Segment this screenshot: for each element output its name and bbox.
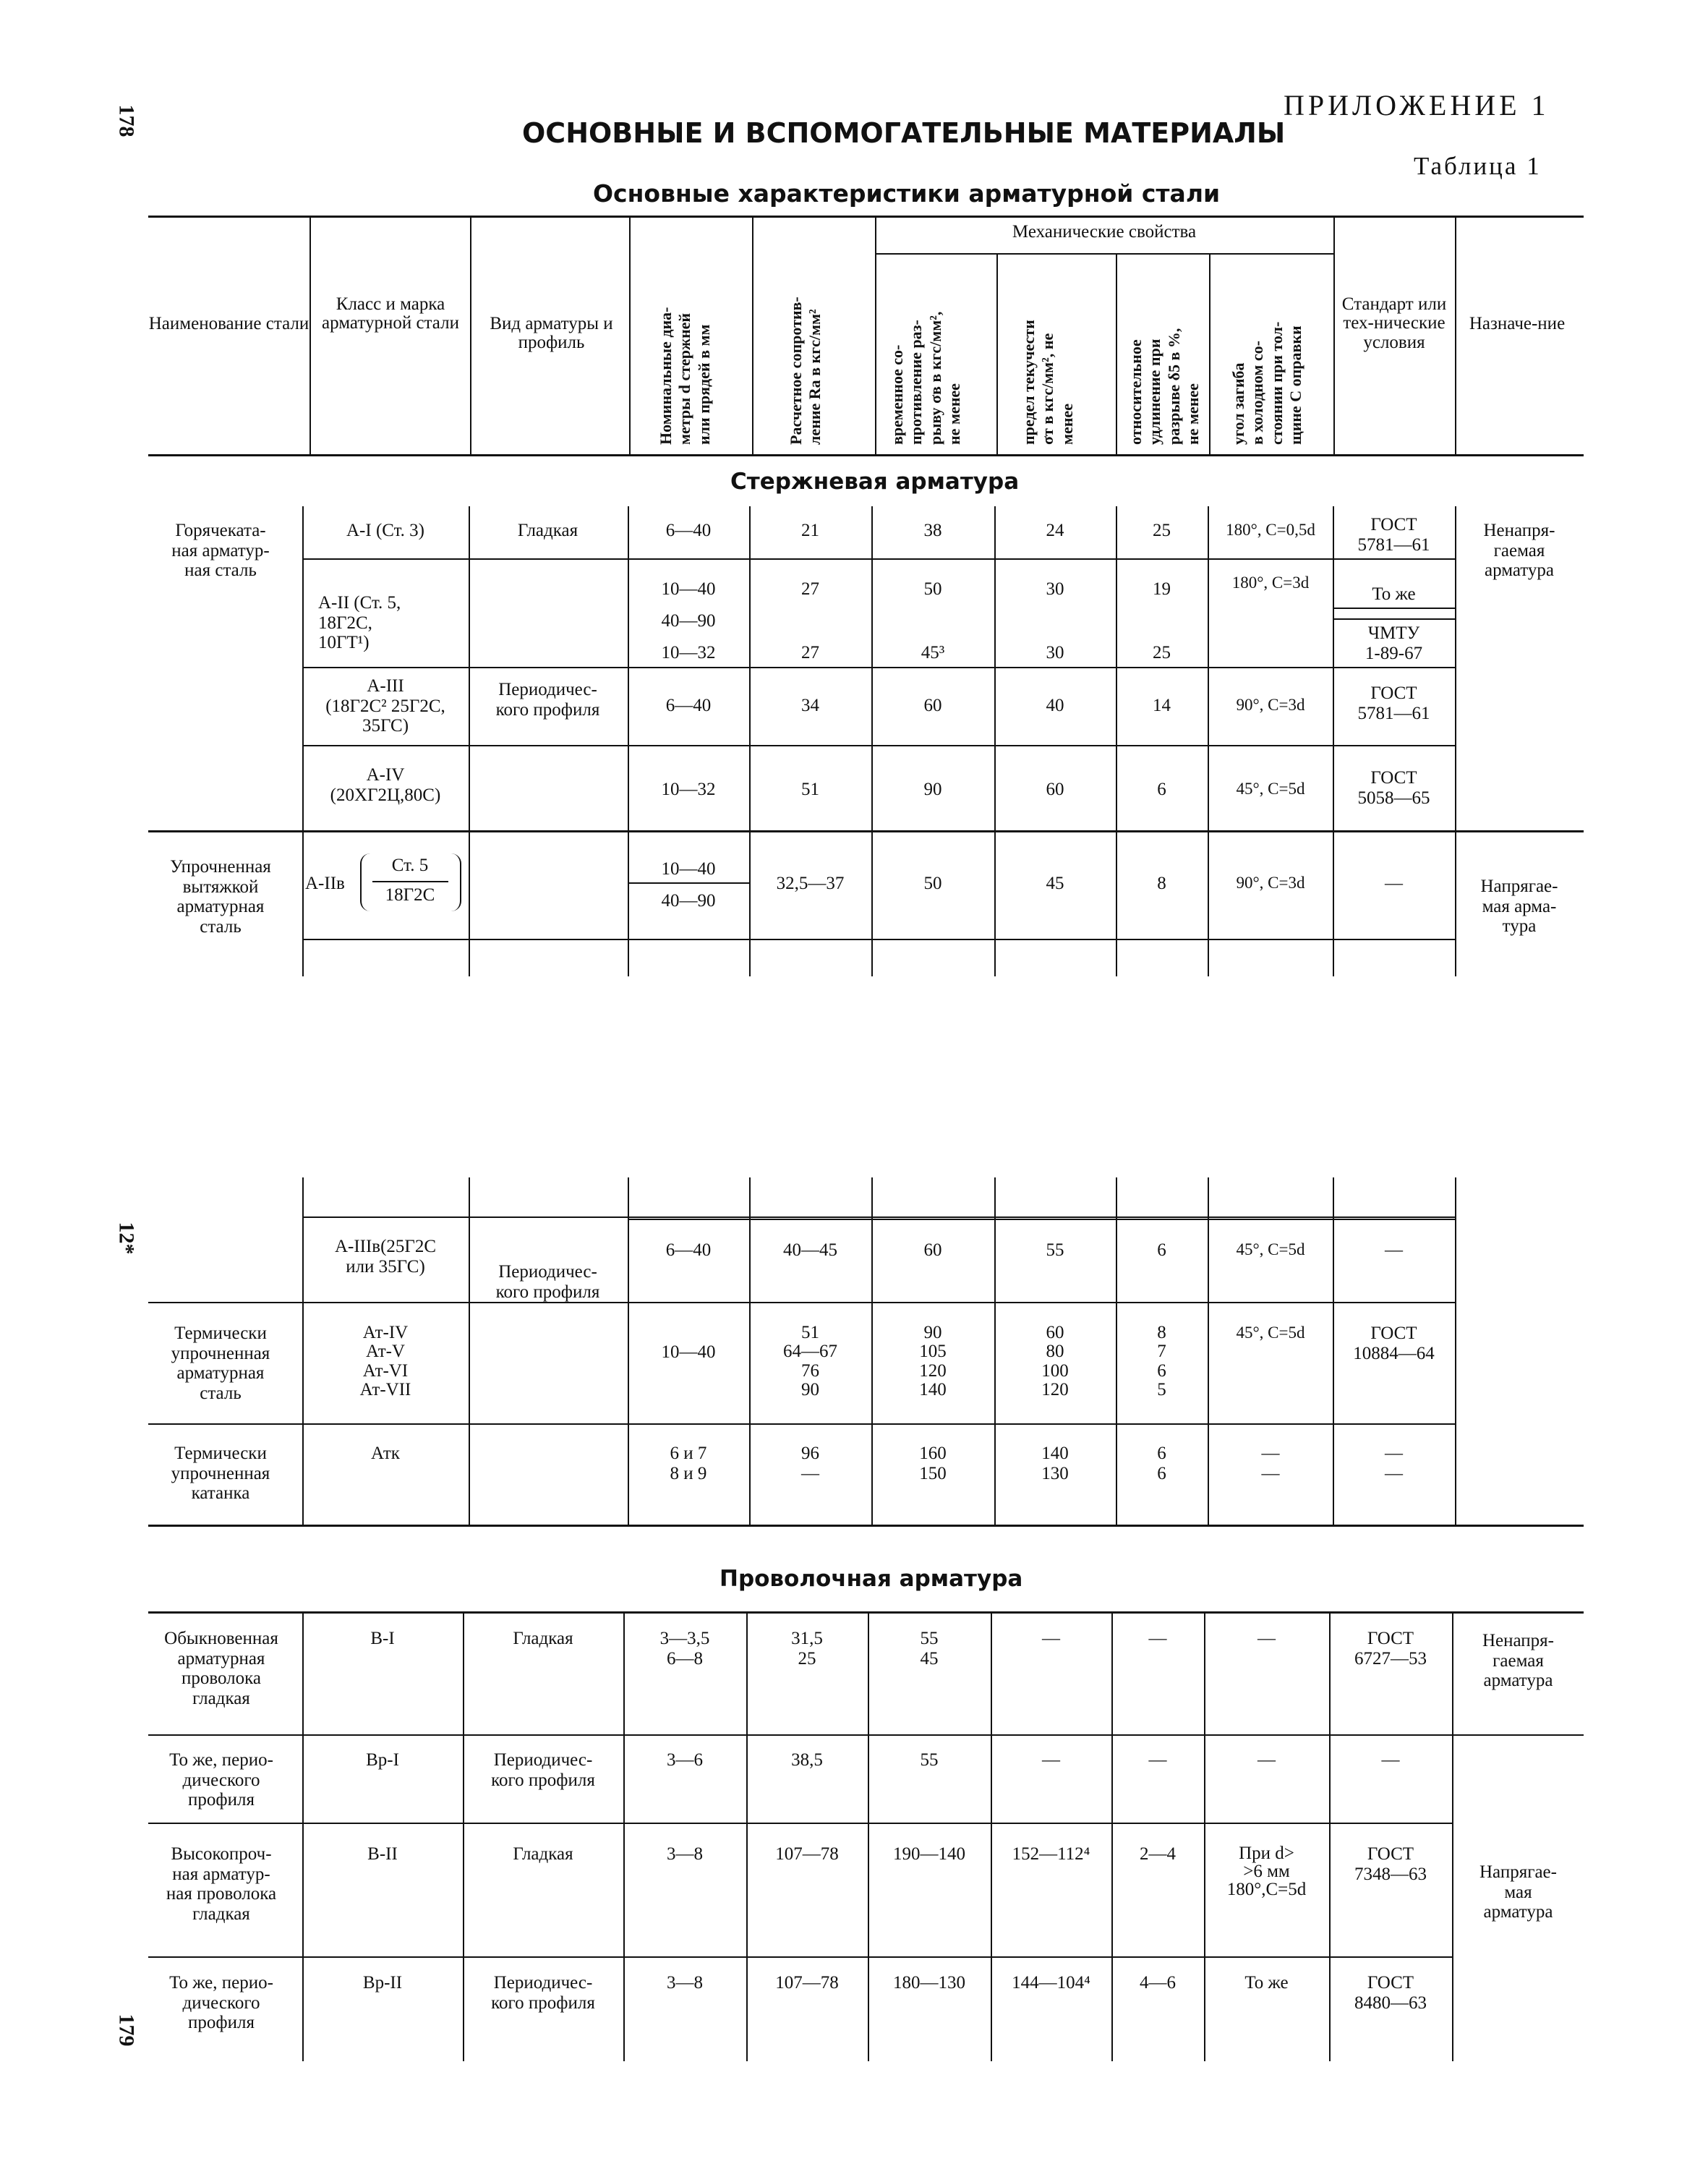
table-row: А-IIIв(25Г2С или 35ГС) <box>334 1237 437 1277</box>
cell-std: ГОСТ 5058—65 <box>1357 768 1430 808</box>
cell-diameter: 6—40 <box>665 521 712 540</box>
cell-ra: 107—78 <box>775 1844 839 1864</box>
cell-sb: 50 <box>923 874 942 893</box>
cell-class: Вр-II <box>362 1973 403 1993</box>
appendix-label: ПРИЛОЖЕНИЕ 1 <box>1284 89 1550 122</box>
cell-st: — <box>1042 1629 1060 1648</box>
main-title: ОСНОВНЫЕ И ВСПОМОГАТЕЛЬНЫЕ МАТЕРИАЛЫ <box>522 117 1286 149</box>
cell-class: В-II <box>367 1844 398 1864</box>
table-row: Термически упрочненная катанка <box>171 1444 270 1503</box>
page-number-12: 12* <box>114 1222 139 1255</box>
cell-std: ГОСТ 6727—53 <box>1354 1629 1427 1669</box>
header-name: Наименование стали <box>148 314 309 333</box>
cell-sb: 38 <box>923 521 942 540</box>
cell-std: ГОСТ 7348—63 <box>1354 1844 1427 1884</box>
cell-bend: 180°, C=3d <box>1231 574 1310 592</box>
cell-el: 14 <box>1153 696 1171 715</box>
cell-bend: 45°, C=5d <box>1236 780 1305 798</box>
cell-bend: То же <box>1244 1973 1289 1993</box>
rod1-name-hardened: Упрочненная вытяжкой арматурная сталь <box>170 857 271 937</box>
table-row: А-IV (20ХГ2Ц,80С) <box>330 765 441 805</box>
class-fraction-top: Ст. 5 <box>391 856 429 875</box>
table-row: А-III (18Г2С² 25Г2С, 35ГС) <box>325 676 445 736</box>
rod1-purpose-b: Напрягае- мая арма- тура <box>1480 877 1558 936</box>
cell-diameter: 6 и 7 8 и 9 <box>670 1444 707 1483</box>
cell-diameter: 3—3,5 6—8 <box>659 1629 710 1669</box>
cell-class: Ат-IV Ат-V Ат-VI Ат-VII <box>359 1323 411 1399</box>
wire-purpose-b: Напрягае- мая арматура <box>1479 1862 1557 1922</box>
cell-diameter: 40—90 <box>661 891 716 911</box>
cell-ra: 32,5—37 <box>776 874 845 893</box>
cell-st: 55 <box>1046 1240 1064 1260</box>
table-label: Таблица 1 <box>1414 152 1542 180</box>
rod1-kind-smooth: Гладкая <box>517 521 578 540</box>
cell-ra: 51 <box>801 780 819 799</box>
cell-diameter: 10—32 <box>661 780 716 799</box>
header-bottom-rule <box>148 454 1584 456</box>
cell-diameter: 10—40 <box>661 1342 716 1362</box>
cell-std: ГОСТ 8480—63 <box>1354 1973 1427 2013</box>
cell-el: 6 6 <box>1157 1444 1166 1483</box>
table-row: А-I (Ст. 3) <box>346 521 424 540</box>
cell-sb: 190—140 <box>893 1844 965 1864</box>
cell-sb: 90 <box>923 780 942 799</box>
cell-st: 45 <box>1046 874 1064 893</box>
page-number-178: 178 <box>114 104 139 137</box>
cell-el: 6 <box>1157 780 1166 799</box>
cell-st: 24 <box>1046 521 1064 540</box>
cell-ra: 51 64—67 76 90 <box>783 1323 837 1399</box>
header-diameter: Номинальные диа- метры d стержней или прядей в мм <box>657 307 713 445</box>
cell-ra: 96 — <box>801 1444 819 1483</box>
wire-purpose-a: Ненапря- гаемая арматура <box>1482 1631 1554 1690</box>
table-title: Основные характеристики арматурной стали <box>593 179 1221 208</box>
table-row: Термически упрочненная арматурная сталь <box>171 1324 270 1403</box>
cell-diameter: 3—6 <box>667 1750 703 1770</box>
cell-std: ГОСТ 5781—61 <box>1357 515 1430 555</box>
cell-st: 60 <box>1046 780 1064 799</box>
cell-el: 6 <box>1157 1240 1166 1260</box>
cell-ra: 34 <box>801 696 819 715</box>
cell-ra: 27 27 <box>801 579 819 662</box>
cell-st: 140 130 <box>1041 1444 1069 1483</box>
table-row: А-IIв <box>305 874 345 893</box>
cell-std: — — <box>1385 1444 1403 1483</box>
cell-sb: 50 45³ <box>921 579 945 662</box>
cell-std: — <box>1385 874 1403 893</box>
header-yield: предел текучести σт в кгс/мм², не менее <box>1020 320 1076 445</box>
cell-st: 60 80 100 120 <box>1041 1323 1069 1399</box>
cell-bend: 180°, C=0,5d <box>1226 521 1315 539</box>
cell-el: 4—6 <box>1140 1973 1176 1993</box>
cell-diameter: 6—40 <box>665 696 712 715</box>
cell-el: 8 7 6 5 <box>1157 1323 1166 1399</box>
cell-st: 152—112⁴ <box>1012 1844 1090 1864</box>
cell-el: 2—4 <box>1140 1844 1176 1864</box>
rod1-name-hot: Горячеката- ная арматур- ная сталь <box>171 521 270 580</box>
table-row: Обыкновенная арматурная проволока гладкая <box>164 1629 278 1708</box>
cell-el: 25 <box>1153 521 1171 540</box>
cell-class: В-I <box>370 1629 395 1648</box>
cell-bend: 90°, C=3d <box>1236 874 1305 892</box>
cell-kind: Периодичес- кого профиля <box>491 1750 595 1790</box>
header-standard: Стандарт или тех-нические условия <box>1341 294 1447 352</box>
header-calc-resistance: Расчетное сопротив- ление Rа в кгс/мм² <box>787 297 824 445</box>
cell-std: ГОСТ 5781—61 <box>1357 683 1430 723</box>
rod2-kind-periodic: Периодичес- кого профиля <box>495 1262 600 1302</box>
cell-std: ГОСТ 10884—64 <box>1353 1324 1435 1363</box>
cell-sb: 180—130 <box>893 1973 965 1993</box>
cell-sb: 55 45 <box>920 1629 939 1669</box>
cell-bend: — <box>1257 1750 1276 1770</box>
cell-sb: 90 105 120 140 <box>919 1323 947 1399</box>
cell-class: Вр-I <box>366 1750 399 1770</box>
cell-kind: Периодичес- кого профиля <box>491 1973 595 2013</box>
cell-el: — <box>1148 1750 1167 1770</box>
cell-std: — <box>1385 1240 1403 1260</box>
cell-std: ЧМТУ 1-89-67 <box>1365 623 1423 663</box>
cell-bend: 45°, C=5d <box>1236 1324 1305 1342</box>
cell-el: 19 25 <box>1153 579 1171 662</box>
cell-sb: 60 <box>923 1240 942 1260</box>
section-wire-title: Проволочная арматура <box>720 1566 1023 1592</box>
header-bend: угол загиба в холодном со- стоянии при тол- щине С оправки <box>1229 321 1305 445</box>
cell-class: Атк <box>371 1444 400 1463</box>
cell-diameter: 3—8 <box>667 1973 703 1993</box>
header-class: Класс и марка арматурной стали <box>322 294 459 333</box>
cell-bend: При d> >6 мм 180°,C=5d <box>1226 1844 1307 1899</box>
class-fraction-bottom: 18Г2С <box>385 885 435 905</box>
cell-std: — <box>1381 1750 1400 1770</box>
cell-diameter: 6—40 <box>665 1240 712 1260</box>
cell-el: 8 <box>1157 874 1166 893</box>
header-tensile: временное со- противление раз- рыву σв в кгс/мм², не менее <box>888 311 964 445</box>
cell-std: То же <box>1372 584 1416 604</box>
cell-bend: — — <box>1261 1444 1280 1483</box>
cell-bend: — <box>1257 1629 1276 1648</box>
cell-sb: 60 <box>923 696 942 715</box>
cell-ra: 38,5 <box>791 1750 823 1770</box>
rod1-kind-periodic: Периодичес- кого профиля <box>495 680 600 720</box>
cell-diameter: 3—8 <box>667 1844 703 1864</box>
cell-bend: 90°, C=3d <box>1236 696 1305 714</box>
cell-ra: 21 <box>801 521 819 540</box>
page-number-179: 179 <box>114 2014 139 2047</box>
cell-diameter: 10—40 40—90 10—32 <box>661 579 716 662</box>
cell-st: — <box>1042 1750 1060 1770</box>
section-rod-title: Стержневая арматура <box>730 469 1020 495</box>
table-row: Высокопроч- ная арматур- ная проволока гладкая <box>166 1844 277 1924</box>
cell-st: 144—104⁴ <box>1012 1973 1090 1993</box>
table-row: А-II (Ст. 5, 18Г2С, 10ГТ¹) <box>318 593 401 652</box>
cell-diameter: 10—40 <box>661 859 716 879</box>
bracket-right <box>450 853 461 911</box>
table-row: То же, перио- дического профиля <box>169 1973 273 2032</box>
cell-kind: Гладкая <box>513 1844 573 1864</box>
header-purpose: Назначе-ние <box>1469 314 1566 333</box>
cell-bend: 45°, C=5d <box>1236 1240 1305 1258</box>
cell-st: 40 <box>1046 696 1064 715</box>
cell-ra: 40—45 <box>783 1240 837 1260</box>
cell-ra: 107—78 <box>775 1973 839 1993</box>
cell-kind: Гладкая <box>513 1629 573 1648</box>
cell-sb: 55 <box>920 1750 939 1770</box>
header-elongation: относительное удлинение при разрыве δ5 в %, не менее <box>1127 328 1203 445</box>
cell-sb: 160 150 <box>919 1444 947 1483</box>
header-mechanical: Механические свойства <box>1012 222 1197 242</box>
cell-st: 30 30 <box>1046 579 1064 662</box>
rod1-purpose-a: Ненапря- гаемая арматура <box>1483 521 1555 580</box>
table-row: То же, перио- дического профиля <box>169 1750 273 1810</box>
mech-header-rule <box>875 253 1333 255</box>
cell-el: — <box>1148 1629 1167 1648</box>
fraction-bar <box>372 881 448 882</box>
cell-ra: 31,5 25 <box>791 1629 823 1669</box>
header-top-rule <box>148 216 1584 218</box>
header-kind: Вид арматуры и профиль <box>490 314 613 353</box>
